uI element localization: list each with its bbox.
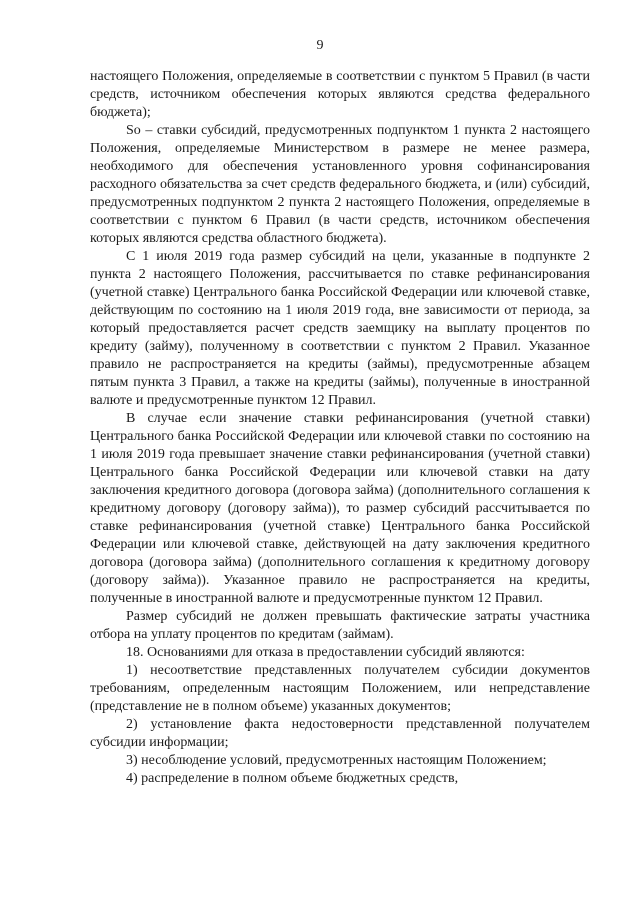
page-number: 9	[316, 38, 324, 53]
paragraph: Размер субсидий не должен превышать фактические затраты участника отбора на уплату процентов по кредитам (займам).	[90, 609, 590, 642]
paragraph: 4) распределение в полном объеме бюджетных средств,	[126, 771, 459, 786]
paragraph: Sо – ставки субсидий, предусмотренных подпунктом 1 пункта 2 настоящего Положения, определяемые Министерством в размере не менее размера, необходимого для обеспечения установленного уровня софинансирования расходного обязательства за счет средств федерального бюджета, и (или) субсидий, предусмотренных подпунктом 2 пункта 2 настоящего Положения, определяемые в соответствии с пунктом 6 Правил (в части средств, источником обеспечения которых являются средства областного бюджета).	[90, 123, 590, 246]
paragraph: 18. Основаниями для отказа в предоставлении субсидий являются:	[126, 645, 525, 660]
paragraph: С 1 июля 2019 года размер субсидий на цели, указанные в подпункте 2 пункта 2 настоящего Положения, рассчитывается по ставке рефинансирования (учетной ставке) Центрального банка Российской Федерации или ключевой ставке, действующим по состоянию на 1 июля 2019 года, вне зависимости от периода, за который предоставляется расчет средств заемщику на выплату процентов по кредиту (займу), полученному в соответствии с пунктом 2 Правил. Указанное правило не распространяется на кредиты (займы), предусмотренные абзацем пятым пункта 3 Правил, а также на кредиты (займы), полученные в иностранной валюте и предусмотренные пунктом 12 Правил.	[90, 249, 590, 408]
document-body	[90, 68, 590, 788]
paragraph: 1) несоответствие представленных получателем субсидии документов требованиям, определенным настоящим Положением, или непредставление (представление не в полном объеме) указанных документов;	[90, 663, 590, 714]
paragraph: настоящего Положения, определяемые в соответствии с пунктом 5 Правил (в части средств, источником обеспечения которых являются средства федерального бюджета);	[90, 69, 590, 120]
paragraph: 2) установление факта недостоверности представленной получателем субсидии информации;	[90, 717, 590, 750]
paragraph: В случае если значение ставки рефинансирования (учетной ставки) Центрального банка Российской Федерации или ключевой ставки по состоянию на 1 июля 2019 года превышает значение ставки рефинансирования (учетной ставки) Центрального банка Российской Федерации или ключевой ставки на дату заключения кредитного договора (договора займа) (дополнительного соглашения к кредитному договору (договору займа)), то размер субсидий рассчитывается по ставке рефинансирования (учетной ставке) Центрального банка Российской Федерации или ключевой ставке, действующей на дату заключения кредитного договора (договора займа) (дополнительного соглашения к кредитному договору (договору займа)). Указанное правило не распространяется на кредиты, полученные в иностранной валюте и предусмотренные пунктом 12 Правил.	[90, 411, 590, 606]
paragraph: 3) несоблюдение условий, предусмотренных настоящим Положением;	[126, 753, 547, 768]
